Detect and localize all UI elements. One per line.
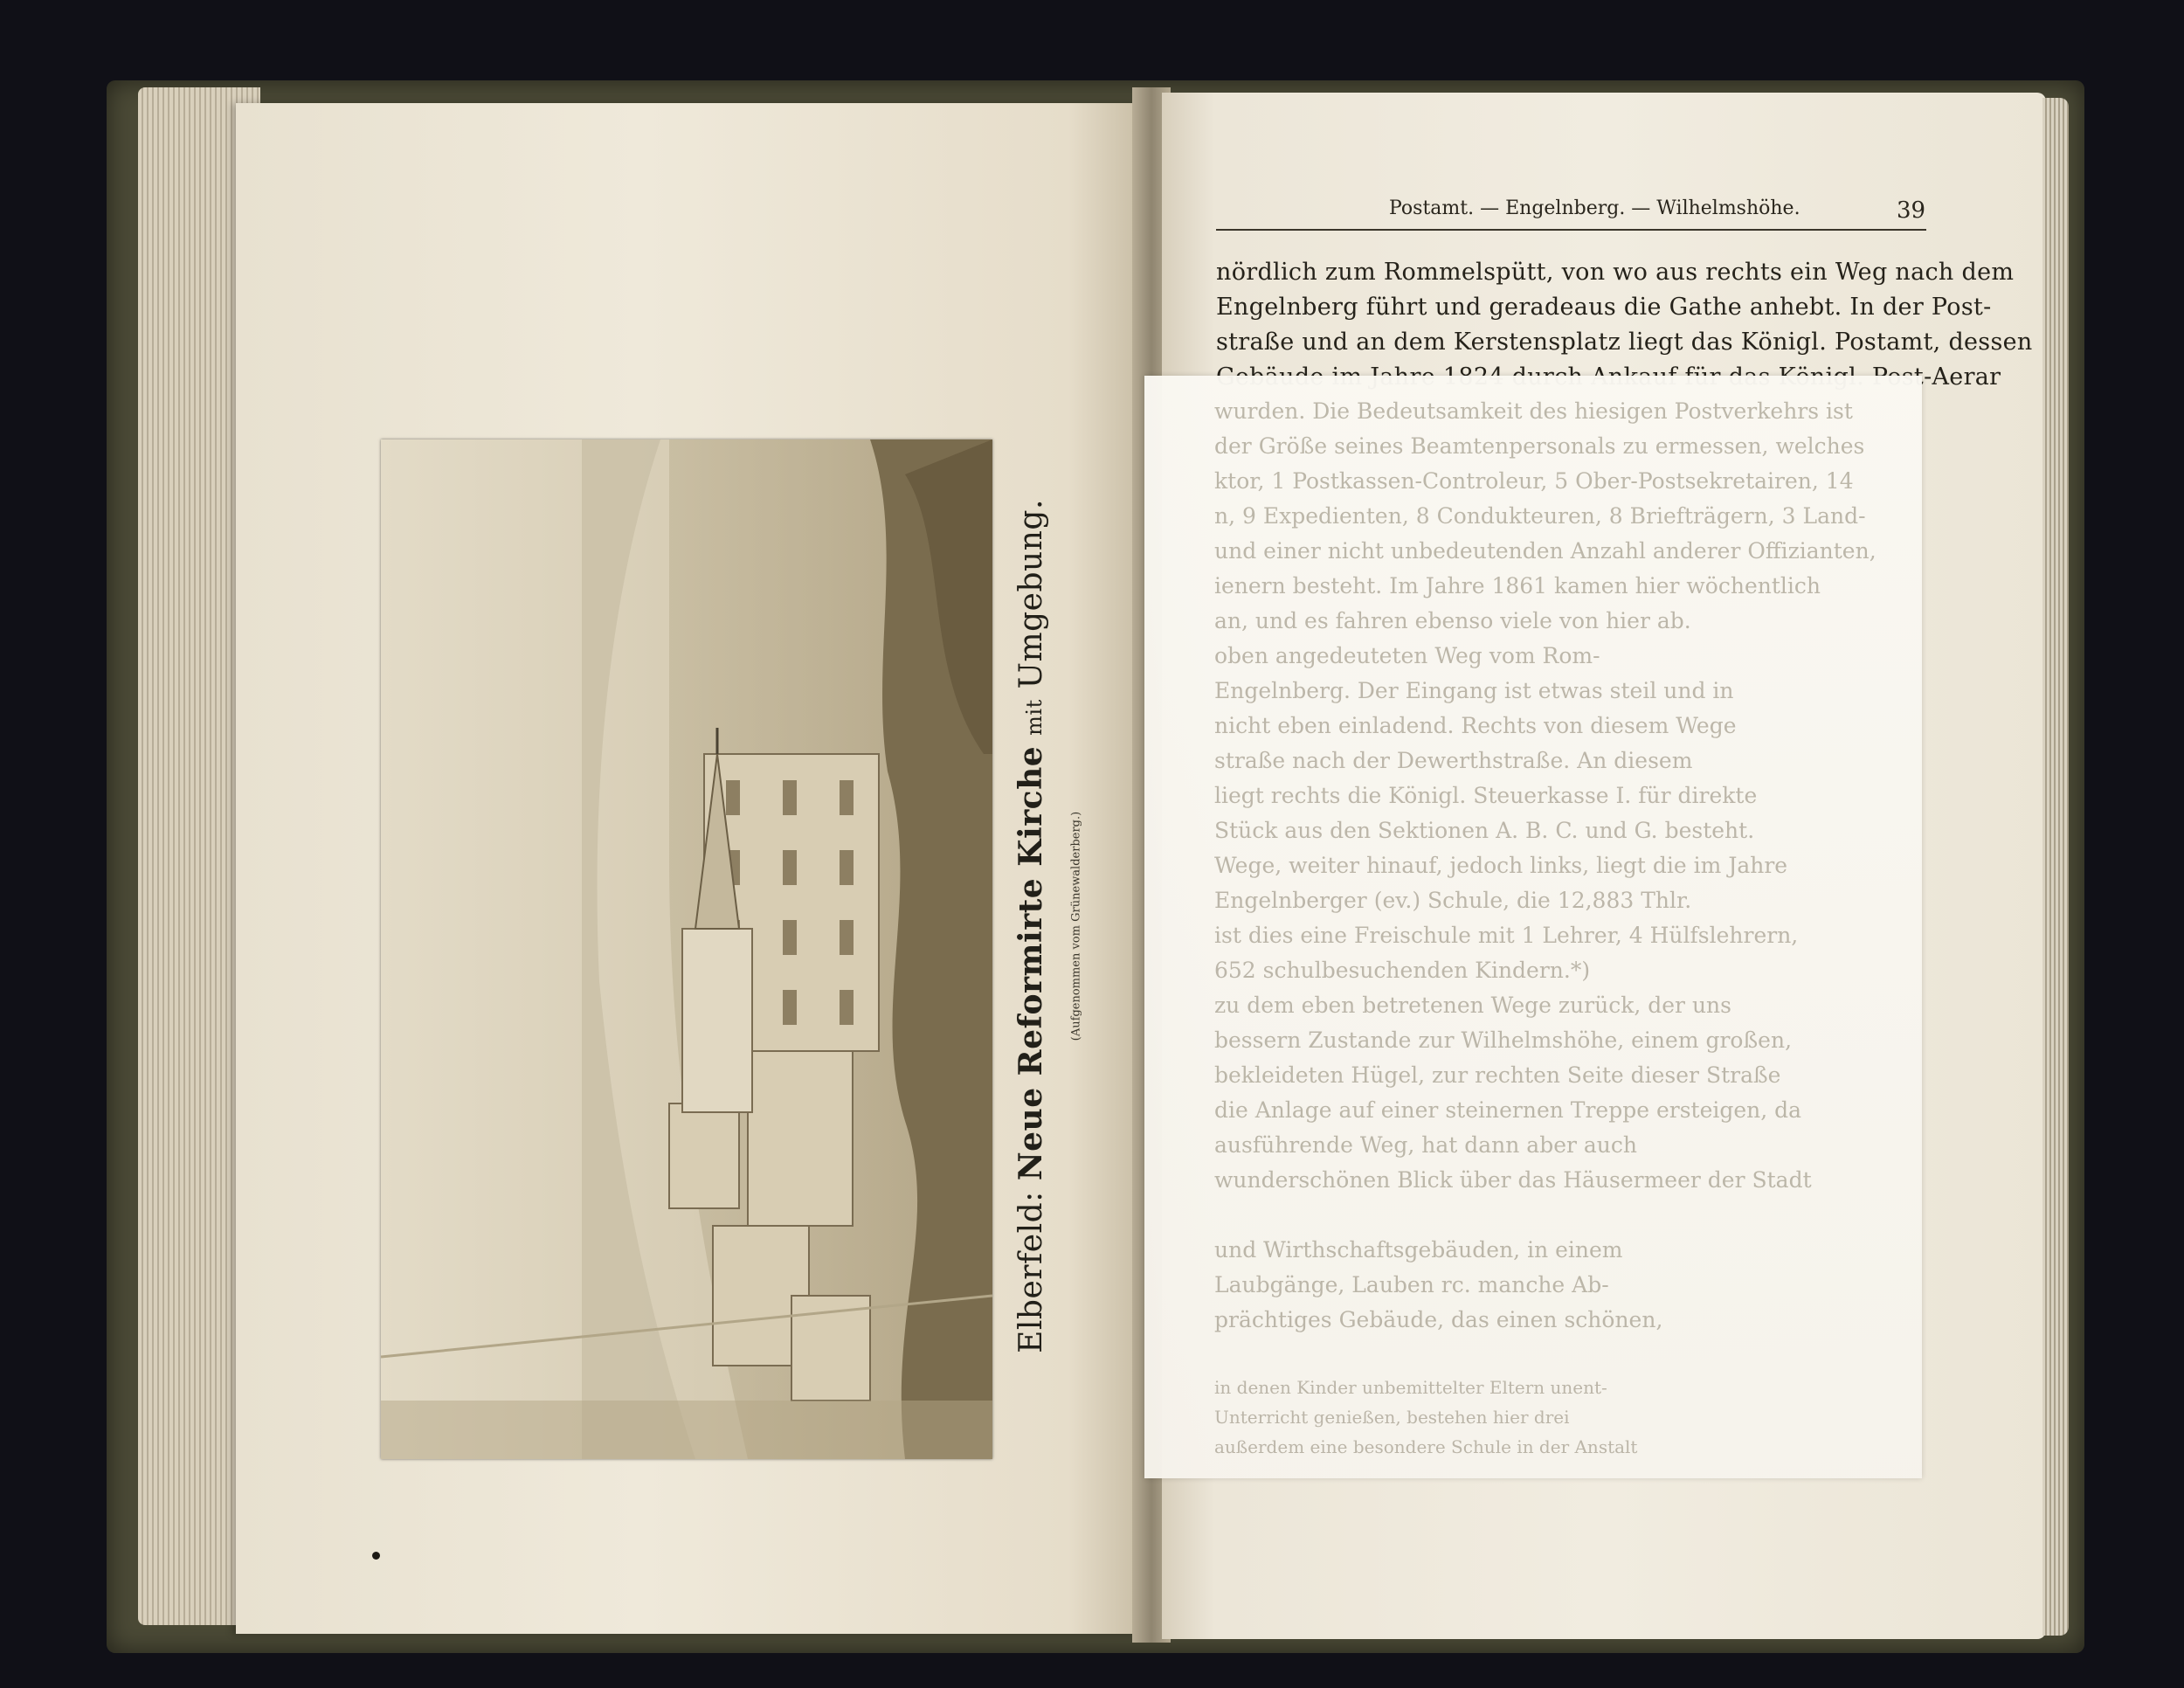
ghost-footnote: außerdem eine besondere Schule in der Anstalt: [1214, 1436, 1638, 1457]
ghost-line: die Anlage auf einer steinernen Treppe ersteigen, da: [1214, 1097, 1802, 1123]
ghost-line: Engelnberger (ev.) Schule, die 12,883 Thlr.: [1214, 888, 1692, 913]
ghost-line: Wege, weiter hinauf, jedoch links, liegt die im Jahre: [1214, 853, 1788, 878]
ghost-line: zu dem eben betretenen Wege zurück, der uns: [1214, 993, 1731, 1018]
ghost-line: bekleideten Hügel, zur rechten Seite dieser Straße: [1214, 1062, 1781, 1088]
ghost-line: ktor, 1 Postkassen-Controleur, 5 Ober-Postsekretairen, 14: [1214, 468, 1854, 494]
ghost-line: ausführende Weg, hat dann aber auch: [1214, 1132, 1637, 1158]
ghost-line: an, und es fahren ebenso viele von hier ab.: [1214, 608, 1691, 633]
ghost-line: Engelnberg. Der Eingang ist etwas steil und in: [1214, 678, 1734, 703]
ghost-line: prächtiges Gebäude, das einen schönen,: [1214, 1307, 1663, 1332]
ghost-line: bessern Zustande zur Wilhelmshöhe, einem großen,: [1214, 1027, 1793, 1053]
ghost-line: der Größe seines Beamtenpersonals zu ermessen, welches: [1214, 433, 1865, 459]
ghost-footnote: Unterricht genießen, bestehen hier drei: [1214, 1407, 1570, 1428]
ghost-line: wurden. Die Bedeutsamkeit des hiesigen Postverkehrs ist: [1214, 398, 1853, 424]
ghost-line: nicht eben einladend. Rechts von diesem Wege: [1214, 713, 1737, 738]
ghost-line: straße nach der Dewerthstraße. An diesem: [1214, 748, 1693, 773]
photo-caption: Elberfeld: Neue Reformirte Kirche mit Umgebung.: [1013, 499, 1049, 1353]
ghost-line: liegt rechts die Königl. Steuerkasse I. für direkte: [1214, 783, 1758, 808]
header-rule: [1216, 229, 1926, 231]
ghost-line: und einer nicht unbedeutenden Anzahl anderer Offizianten,: [1214, 538, 1876, 564]
page-edges-right: [2042, 98, 2069, 1636]
ghost-line: n, 9 Expedienten, 8 Condukteuren, 8 Briefträgern, 3 Land-: [1214, 503, 1866, 529]
ink-dot: [372, 1552, 380, 1560]
ghost-line: Stück aus den Sektionen A. B. C. und G. besteht.: [1214, 818, 1755, 843]
ghost-line: 652 schulbesuchenden Kindern.*): [1214, 958, 1591, 983]
ghost-line: wunderschönen Blick über das Häusermeer der Stadt: [1214, 1167, 1812, 1193]
running-head: Postamt. — Engelnberg. — Wilhelmshöhe.: [1389, 197, 1800, 219]
ghost-line: ienern besteht. Im Jahre 1861 kamen hier wöchentlich: [1214, 573, 1821, 598]
photo-credit: (Aufgenommen vom Grünewalderberg.): [1069, 811, 1083, 1041]
ghost-line: Laubgänge, Lauben rc. manche Ab-: [1214, 1272, 1609, 1297]
body-line: nördlich zum Rommelspütt, von wo aus rechts ein Weg nach dem: [1216, 259, 2015, 286]
ghost-line: ist dies eine Freischule mit 1 Lehrer, 4 Hülfslehrern,: [1214, 923, 1799, 948]
ghost-line: oben angedeuteten Weg vom Rom-: [1214, 643, 1600, 668]
church-photograph: [381, 439, 992, 1459]
ghost-footnote: in denen Kinder unbemittelter Eltern unent-: [1214, 1377, 1607, 1398]
tissue-interleaf: [1144, 376, 1922, 1478]
body-line: Engelnberg führt und geradeaus die Gathe anhebt. In der Post-: [1216, 294, 1992, 321]
page-number: 39: [1897, 197, 1926, 224]
body-line: straße und an dem Kerstensplatz liegt das Königl. Postamt, dessen: [1216, 329, 2033, 356]
ghost-line: und Wirthschaftsgebäuden, in einem: [1214, 1237, 1623, 1263]
